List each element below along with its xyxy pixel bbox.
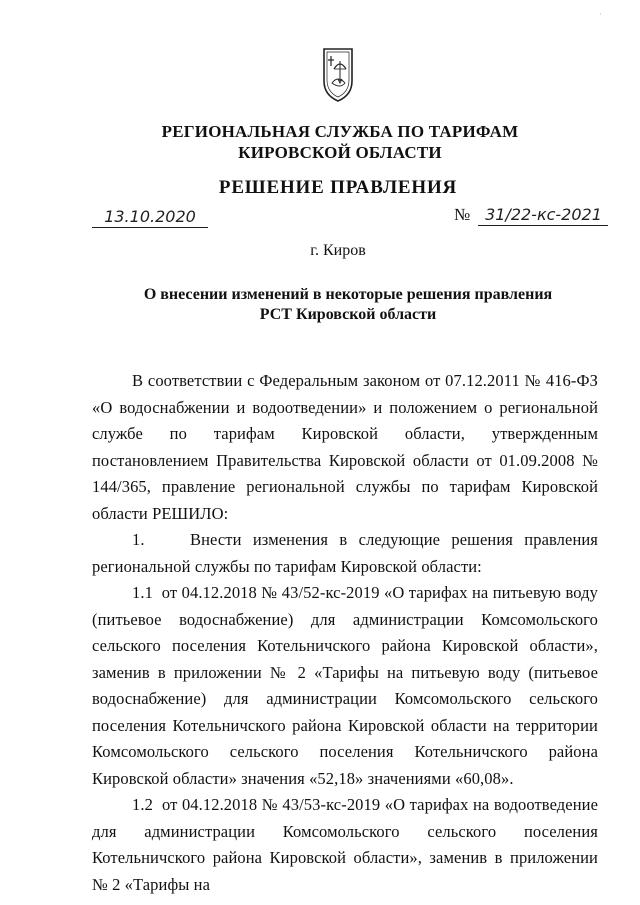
organization-name-line2: КИРОВСКОЙ ОБЛАСТИ [238,143,442,162]
document-number [454,205,608,226]
document-type-title: РЕШЕНИЕ ПРАВЛЕНИЯ [218,177,458,198]
body-paragraph-item-1-2: 1.2 от 04.12.2018 № 43/53-кс-2019 «О тарифах на водоотведение для администрации Комсомольского сельского поселения Котельничского района Кировской области», заменив в приложении № 2 «Тарифы на [92,795,598,894]
document-body [92,368,598,898]
body-paragraph-item-1-1: 1.1 от 04.12.2018 № 43/52-кс-2019 «О тарифах на питьевую воду (питьевое водоснабжение) для администрации Комсомольского сельского поселения Котельничского района Кировской области», заменив в приложении № 2 «Тарифы на питьевую воду (питьевое водоснабжение) для администрации Комсомольского сельского поселения Котельничского района Кировской области на территории Комсомольского сельского поселения Котельничского района Кировской области» значения «52,18» значениями «60,08». [92,583,598,788]
organization-name-line1: РЕГИОНАЛЬНАЯ СЛУЖБА ПО ТАРИФАМ [161,122,519,141]
number-sign: № [454,205,471,224]
document-number-value: 31/22-кс-2021 [478,205,608,226]
city-name: г. Киров [310,242,366,259]
scan-mark: · [599,10,602,19]
body-paragraph-preamble: В соответствии с Федеральным законом от 07.12.2011 № 416-ФЗ «О водоснабжении и водоотведении» и положением о региональной службе по тарифам Кировской области, утвержденным постановлением Правительства Кировской области от 01.09.2008 № 144/365, правление региональной службы по тарифам Кировской области РЕШИЛО: [92,371,598,523]
document-date: 13.10.2020 [92,207,208,228]
body-paragraph-item-1: 1. Внести изменения в следующие решения правления региональной службы по тарифам Кировской области: [92,530,598,576]
document-subject: О внесении изменений в некоторые решения правления РСТ Кировской области [143,286,553,323]
coat-of-arms-icon [318,45,358,103]
